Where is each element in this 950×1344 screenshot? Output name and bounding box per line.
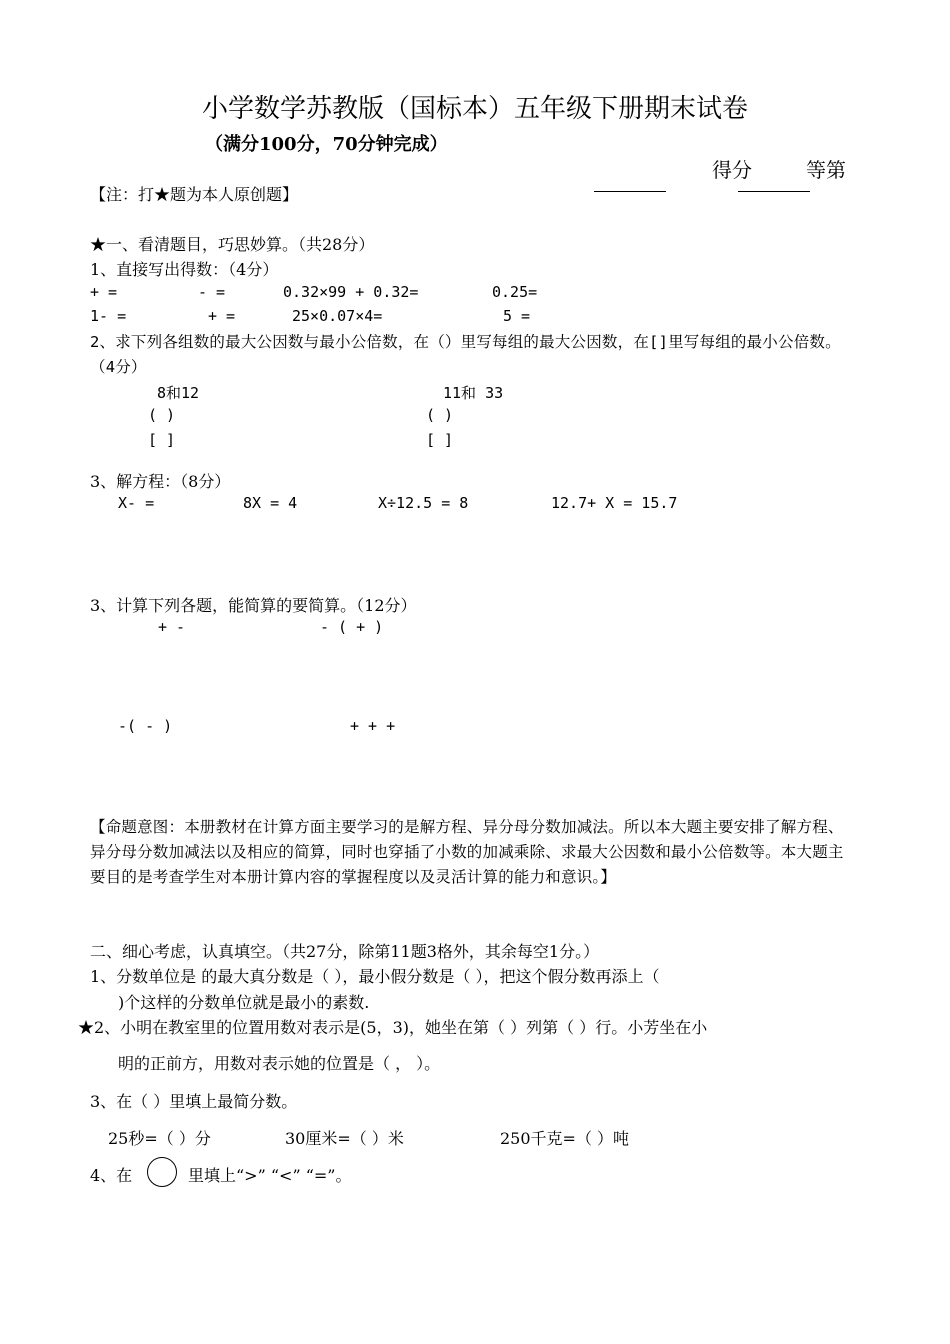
rank-blank[interactable] [738,191,810,192]
q1-r1-item: - = [198,283,226,301]
calc-item: + + + [350,717,396,735]
s2-q2-line2: 明的正前方，用数对表示她的位置是（ ， ）。 [118,1054,441,1073]
q1-r1-item: 0.25= [492,283,538,301]
equation: X- = [118,494,155,512]
s2-q2-line1: ★2、小明在教室里的位置用数对表示是(5，3)，她坐在第（ ）列第（ ）行。小芳坐在小 [78,1018,708,1037]
equation: 12.7+ X = 15.7 [551,494,678,512]
calc-item: -( - ) [118,717,173,735]
s2-q3-item: 30厘米=（ ）米 [285,1129,404,1148]
page-subtitle: （满分100分，70分钟完成） [205,134,448,155]
q1-label: 1、直接写出得数：（4分） [90,260,279,279]
score-blank[interactable] [594,191,666,192]
q3-label: 3、解方程：（8分） [90,472,231,491]
equation: 8X = 4 [243,494,298,512]
score-label: 得分 [712,158,752,182]
intent-paragraph: 【命题意图：本册教材在计算方面主要学习的是解方程、异分母分数加减法。所以本大题主要安排了解方程、异分母分数加减法以及相应的简算，同时也穿插了小数的加减乘除、求最大公因数和最小公倍数等。本大题主要目的是考查学生对本册计算内容的掌握程度以及灵活计算的能力和意识。】 [90,818,844,886]
rank-label: 等第 [806,158,846,182]
q1-r2-item: + = [208,307,236,325]
section2-heading: 二、细心考虑，认真填空。（共27分，除第11题3格外，其余每空1分。） [90,942,600,961]
s2-q3-item: 250千克=（ ）吨 [500,1129,630,1148]
q1-r2-item: 5 = [503,307,531,325]
calc-item: - ( + ) [320,618,384,636]
page-title: 小学数学苏教版（国标本）五年级下册期末试卷 [201,94,748,124]
calc-item: + - [158,618,186,636]
compare-circle-icon[interactable] [147,1157,177,1187]
q2-label: 2、求下列各组数的最大公因数与最小公倍数，在（）里写每组的最大公因数，在[]里写每组的最小公倍数。（4分） [90,333,841,376]
q2-pair: 11和 33 [443,384,504,402]
q2-gcd-blank[interactable]: ( ) [426,406,454,424]
q1-r1-item: + = [90,283,118,301]
s2-q4-prefix: 4、在 [90,1166,133,1185]
s2-q3-label: 3、在（ ）里填上最简分数。 [90,1092,298,1111]
q2-gcd-blank[interactable]: ( ) [148,406,176,424]
equation: X÷12.5 = 8 [378,494,469,512]
s2-q1-line1: 1、分数单位是 的最大真分数是（ ），最小假分数是（ ），把这个假分数再添上（ [90,967,660,986]
q2-lcm-blank[interactable]: [ ] [148,431,176,449]
q2-pair: 8和12 [157,384,200,402]
s2-q4-suffix: 里填上“>” “<” “=”。 [188,1166,352,1185]
q1-r2-item: 1- = [90,307,127,325]
section1-heading: ★一、看清题目，巧思妙算。（共28分） [90,235,375,254]
s2-q1-line2: )个这样的分数单位就是最小的素数. [118,993,370,1012]
s2-q3-item: 25秒=（ ）分 [108,1129,211,1148]
q1-r1-item: 0.32×99 + 0.32= [283,283,419,301]
q4-label: 3、计算下列各题，能简算的要简算。（12分） [90,596,417,615]
q2-lcm-blank[interactable]: [ ] [426,431,454,449]
q1-r2-item: 25×0.07×4= [292,307,383,325]
note: 【注：打★题为本人原创题】 [90,185,299,204]
